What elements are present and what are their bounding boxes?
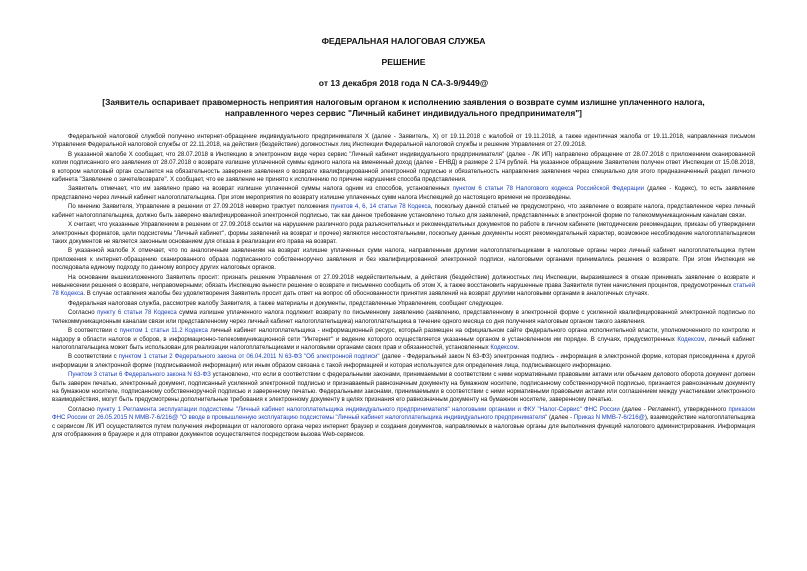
body-paragraph xyxy=(52,353,755,370)
body-paragraph xyxy=(52,406,755,439)
legal-reference-link[interactable]: приказом ФНС России от 26.05.2015 N ММВ-7-6/216@ "О вводе в промышленную эксплуатацию подсистемы "Личный кабинет налогоплательщика индивидуального предпринимателя" xyxy=(52,405,755,422)
paragraph-text: В указанной жалобе Х сообщает, что 28.07.2018 в Инспекцию в электронном виде через сервис "Личный кабинет индивидуального предпринимателя" (далее - ЛК ИП) направлено обращение от 28.07.2018 с приложением сканированной копии подписанного его заявления от 28.07.2018 о возврате излишне уплаченной суммы единого налога на вмененный доход (далее - ЕНВД) в размере 2 174 рублей. На указанное обращение Заявителем получен ответ Инспекции от 15.08.2018, в котором налоговый орган ссылается на обязательность заверения заявления о возврате квалифицированной электронной подписью и обязательность направления заявления через специально для этого предназначенный раздел личного кабинета "Заявление о зачете/возврате". Х сообщает, что ее заявление не принято к исполнению по причине нарушения способа представления. xyxy=(52,150,755,183)
organization-title: ФЕДЕРАЛЬНАЯ НАЛОГОВАЯ СЛУЖБА xyxy=(321,36,486,46)
legal-reference-link[interactable]: пунктов 4, 6, 14 статьи 78 Кодекса xyxy=(330,203,431,211)
legal-reference-link[interactable]: Кодексом xyxy=(490,343,518,351)
paragraph-text: На основании вышеизложенного Заявитель просит: признать решение Управления от 27.09.2018 недействительным, а действия (бездействие) должностных лиц Инспекции, выразившиеся в отказе принимать заявление о возврате и невынесении решения о возврате, неправомерными; обязать Инспекцию вынести решение о возврате и письменно сообщить об этом Х, а также восстановить нарушенные права Заявителя путем начисления процентов, предусмотренных xyxy=(52,273,755,289)
paragraph-text: В соответствии с xyxy=(68,353,119,361)
legal-reference-link[interactable]: Приказ N ММВ-7-6/216@ xyxy=(573,414,645,422)
body-paragraph xyxy=(52,133,755,150)
paragraph-text: установлено, что если в соответствии с федеральными законами, принимаемыми в соответствии с ними нормативными правовыми актами или обычаем делового оборота документ должен быть заверен печатью, электронный документ, подписанный усиленной электронной подписью и признаваемый равнозначным документу на бумажном носителе, подписанному собственноручной подписью, признается равнозначным документу на бумажном носителе, подписанному собственноручной подписью и заверенному печатью. Федеральными законами, принимаемыми в соответствии с ними нормативными правовыми актами или соглашением между участниками электронного взаимодействия, могут быть предусмотрены дополнительные требования к электронному документу в целях признания его равнозначным документу на бумажном носителе, заверенному печатью. xyxy=(52,371,755,404)
paragraph-text: По мнению Заявителя, Управление в решении от 27.09.2018 неверно трактует положения xyxy=(68,203,331,211)
document-number: от 13 декабря 2018 года N СА-3-9/9449@ xyxy=(318,78,489,88)
body-paragraph xyxy=(52,274,755,299)
paragraph-text: (далее - Федеральный закон N 63-ФЗ) электронная подпись - информация в электронной форме, которая присоединена к другой информации в электронной форме (подписываемой информации) или иным образом связана с такой информацией и которая используется для определения лица, подписывающего информацию. xyxy=(52,353,755,369)
paragraph-text: . xyxy=(517,343,520,351)
document-body xyxy=(52,133,755,439)
legal-reference-link[interactable]: пунктом 1 статьи 2 Федерального закона от 06.04.2011 N 63-ФЗ "Об электронной подписи" xyxy=(118,353,380,361)
paragraph-text: Согласно xyxy=(68,405,97,413)
legal-reference-link[interactable]: Кодексом xyxy=(677,335,705,343)
document-subject: [Заявитель оспаривает правомерность неприятия налоговым органом к исполнению заявления о возврате сумм излишне уплаченного налога, направленного через сервис "Личный кабинет индивидуального предпринимателя"] xyxy=(102,97,705,118)
body-paragraph xyxy=(52,371,755,404)
body-paragraph xyxy=(52,300,755,308)
body-paragraph xyxy=(52,309,755,326)
paragraph-text: В указанной жалобе Х отмечает, что по аналогичным заявлениям на возврат излишне уплаченных сумм налога, направленным другими налогоплательщиками в налоговые органы через личный кабинет налогоплательщика путем приложения к интернет-обращению сканированного образа подписанного собственноручно заявления и без квалифицированной электронной подписи, налоговыми органами принимались решения о возврате. При этом Инспекция не последовала единому подходу по данному вопросу других налоговых органов. xyxy=(52,247,755,272)
legal-reference-link[interactable]: пункту 6 статьи 78 Кодекса xyxy=(97,309,177,317)
paragraph-text: , личный кабинет налогоплательщика может быть использован для реализации налогоплательщиками и налоговыми органами своих прав и обязанностей, установленных xyxy=(52,335,755,351)
body-paragraph xyxy=(52,221,755,246)
body-paragraph xyxy=(52,185,755,202)
paragraph-text: личный кабинет налогоплательщика - информационный ресурс, который размещен на официальном сайте федерального органа исполнительной власти, уполномоченного по контролю и надзору в области налогов и сборов, в информационно-телекоммуникационной сети "Интернет" и ведение которого осуществляется указанным органом в установленном им порядке. В случаях, предусмотренных xyxy=(52,327,755,343)
paragraph-text: (далее - xyxy=(547,414,574,422)
paragraph-text: Заявитель отмечает, что им заявлено право на возврат излишне уплаченной суммы налога одним из способов, установленных xyxy=(68,185,453,193)
body-paragraph xyxy=(52,327,755,352)
body-paragraph xyxy=(52,151,755,184)
body-paragraph xyxy=(52,247,755,272)
paragraph-text: Х считает, что указанные Управлением в решении от 27.09.2018 ссылки на нарушение различного рода разъяснительных и рекомендательных документов по работе в личном кабинете (методические рекомендации, приказы об утверждении электронных форматов, цели подсистемы "Личный кабинет", формы заявлений на возврат и прочее) являются несостоятельными, поскольку данные документы носят рекомендательный характер, возможное несоблюдение налогоплательщиком таких документов не является законным основанием для отказа в реализации его права на возврат. xyxy=(52,221,755,245)
legal-reference-link[interactable]: статьей 78 Кодекса xyxy=(52,281,755,298)
paragraph-text: Федеральная налоговая служба, рассмотрев жалобу Заявителя, а также материалы и документы, представленные Управлением, сообщает следующее. xyxy=(68,299,504,307)
paragraph-text: ), взаимодействие налогоплательщика с сервисом ЛК ИП осуществляется путем получения информации от налогового органа через интернет браузер и создания документов, направляемых в налоговые органы для выполнения функций налогового администрирования. Информация для отображения в браузере и для отправки документов осуществляется посредством вызова Web-сервисов. xyxy=(52,414,755,438)
paragraph-text: В соответствии с xyxy=(68,327,120,335)
legal-reference-link[interactable]: Пунктом 3 статьи 6 Федерального закона N 63-ФЗ xyxy=(68,371,211,379)
paragraph-text: (далее - Кодекс), то есть заявление представлено через личный кабинет налогоплательщика. При этом мероприятия по возврату излишне уплаченных сумм налога Инспекцией до настоящего времени не произведены. xyxy=(52,185,755,201)
paragraph-text: сумма излишне уплаченного налога подлежит возврату по письменному заявлению (заявлению, представленному в электронной форме с усиленной квалифицированной электронной подписью по телекоммуникационным каналам связи или представленному через личный кабинет налогоплательщика) налогоплательщика в течение одного месяца со дня получения налоговым органом такого заявления. xyxy=(52,309,755,325)
body-paragraph xyxy=(52,203,755,220)
paragraph-text: Федеральной налоговой службой получено интернет-обращение индивидуального предпринимателя Х (далее - Заявитель, Х) от 19.11.2018 с жалобой от 19.11.2018, а также идентичная жалоба от 19.11.2018, направленная письмом Управления Федеральной налоговой службы от 22.11.2018, на действия (бездействие) должностных лиц Инспекции Федеральной налоговой службы и решение Управления от 27.09.2018. xyxy=(52,133,755,149)
legal-reference-link[interactable]: пункту 1 Регламента эксплуатации подсистемы "Личный кабинет налогоплательщика индивидуального предпринимателя" налоговыми органами и ФКУ "Налог-Сервис" ФНС России xyxy=(96,405,620,413)
paragraph-text: (далее - Регламент), утвержденного xyxy=(619,405,729,413)
document-type: РЕШЕНИЕ xyxy=(381,57,426,67)
paragraph-text: , поскольку данной статьей не предусмотрено, что заявление о возврате налога, представленное через личный кабинет налогоплательщика, должно быть заверено квалифицированной электронной подписью, так как данное требование установлено только для заявлений, представленных в электронной форме по телекоммуникационным каналам связи. xyxy=(52,203,756,219)
paragraph-text: . В случае оставления жалобы без удовлетворения Заявитель просит дать ответ на вопрос об обоснованности принятия заявлений на возврат другими налоговыми органами в аналогичных случаях. xyxy=(83,290,650,298)
legal-reference-link[interactable]: пунктом 1 статьи 11.2 Кодекса xyxy=(119,327,208,335)
legal-reference-link[interactable]: пунктом 6 статьи 78 Налогового кодекса Российской Федерации xyxy=(452,185,645,193)
paragraph-text: Согласно xyxy=(68,309,98,317)
